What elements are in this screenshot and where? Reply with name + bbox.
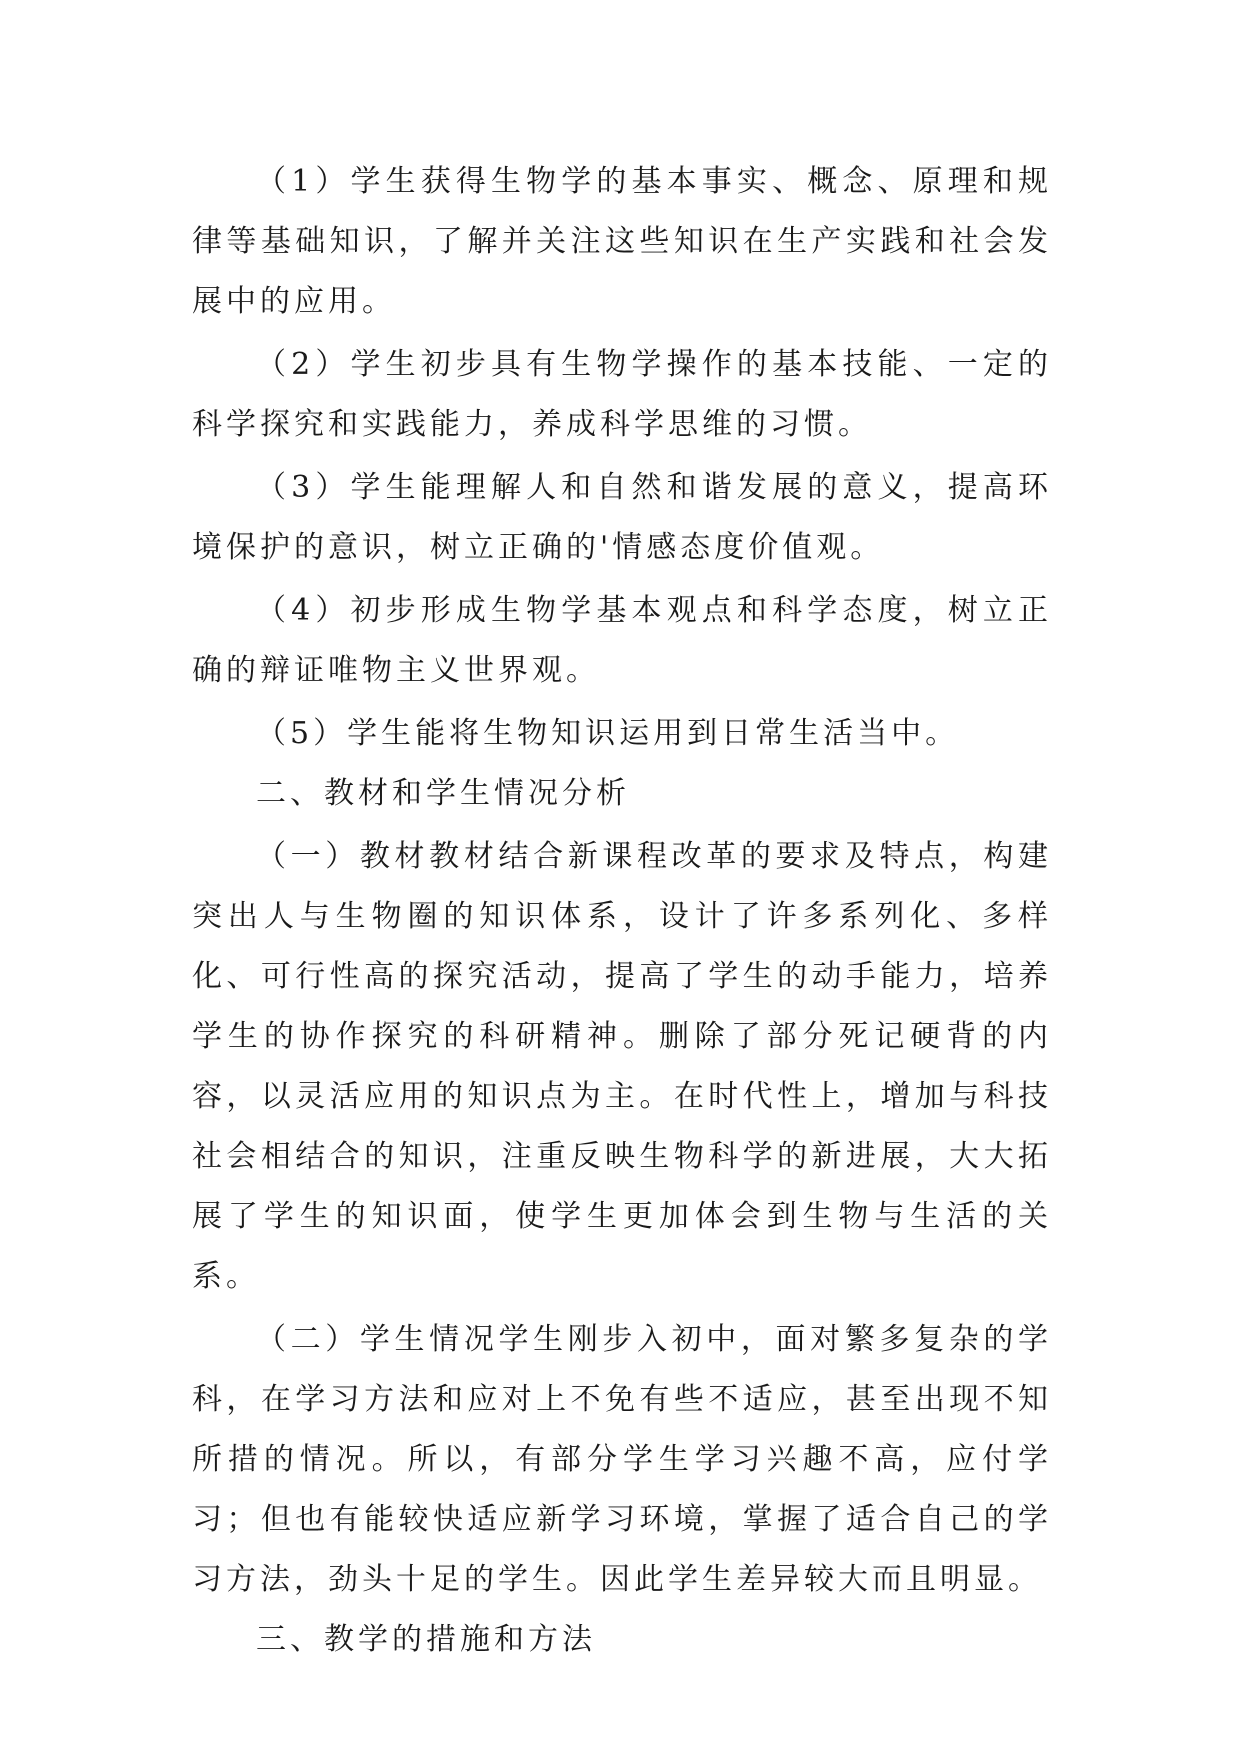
section-heading-3: 三、教学的措施和方法 [256,1622,596,1657]
objective-paragraph-4: （4）初步形成生物学基本观点和科学态度，树立正确的辩证唯物主义世界观。 [192,593,1052,688]
objective-paragraph-5: （5）学生能将生物知识运用到日常生活当中。 [256,716,960,751]
objective-paragraph-1: （1）学生获得生物学的基本事实、概念、原理和规律等基础知识，了解并关注这些知识在生产实践和社会发展中的应用。 [192,164,1052,319]
objective-paragraph-3: （3）学生能理解人和自然和谐发展的意义，提高环境保护的意识，树立正确的'情感态度价值观。 [192,470,1052,565]
student-analysis-paragraph: （二）学生情况学生刚步入初中，面对繁多复杂的学科，在学习方法和应对上不免有些不适应，甚至出现不知所措的情况。所以，有部分学生学习兴趣不高，应付学习；但也有能较快适应新学习环境，掌握了适合自己的学习方法，劲头十足的学生。因此学生差异较大而且明显。 [192,1322,1052,1597]
document-body [192,152,1052,1670]
section-heading-2: 二、教材和学生情况分析 [256,776,630,811]
objective-paragraph-2: （2）学生初步具有生物学操作的基本技能、一定的科学探究和实践能力，养成科学思维的习惯。 [192,347,1052,442]
textbook-analysis-paragraph: （一）教材教材结合新课程改革的要求及特点，构建突出人与生物圈的知识体系，设计了许多系列化、多样化、可行性高的探究活动，提高了学生的动手能力，培养学生的协作探究的科研精神。删除了部分死记硬背的内容，以灵活应用的知识点为主。在时代性上，增加与科技社会相结合的知识，注重反映生物科学的新进展，大大拓展了学生的知识面，使学生更加体会到生物与生活的关系。 [192,839,1052,1294]
